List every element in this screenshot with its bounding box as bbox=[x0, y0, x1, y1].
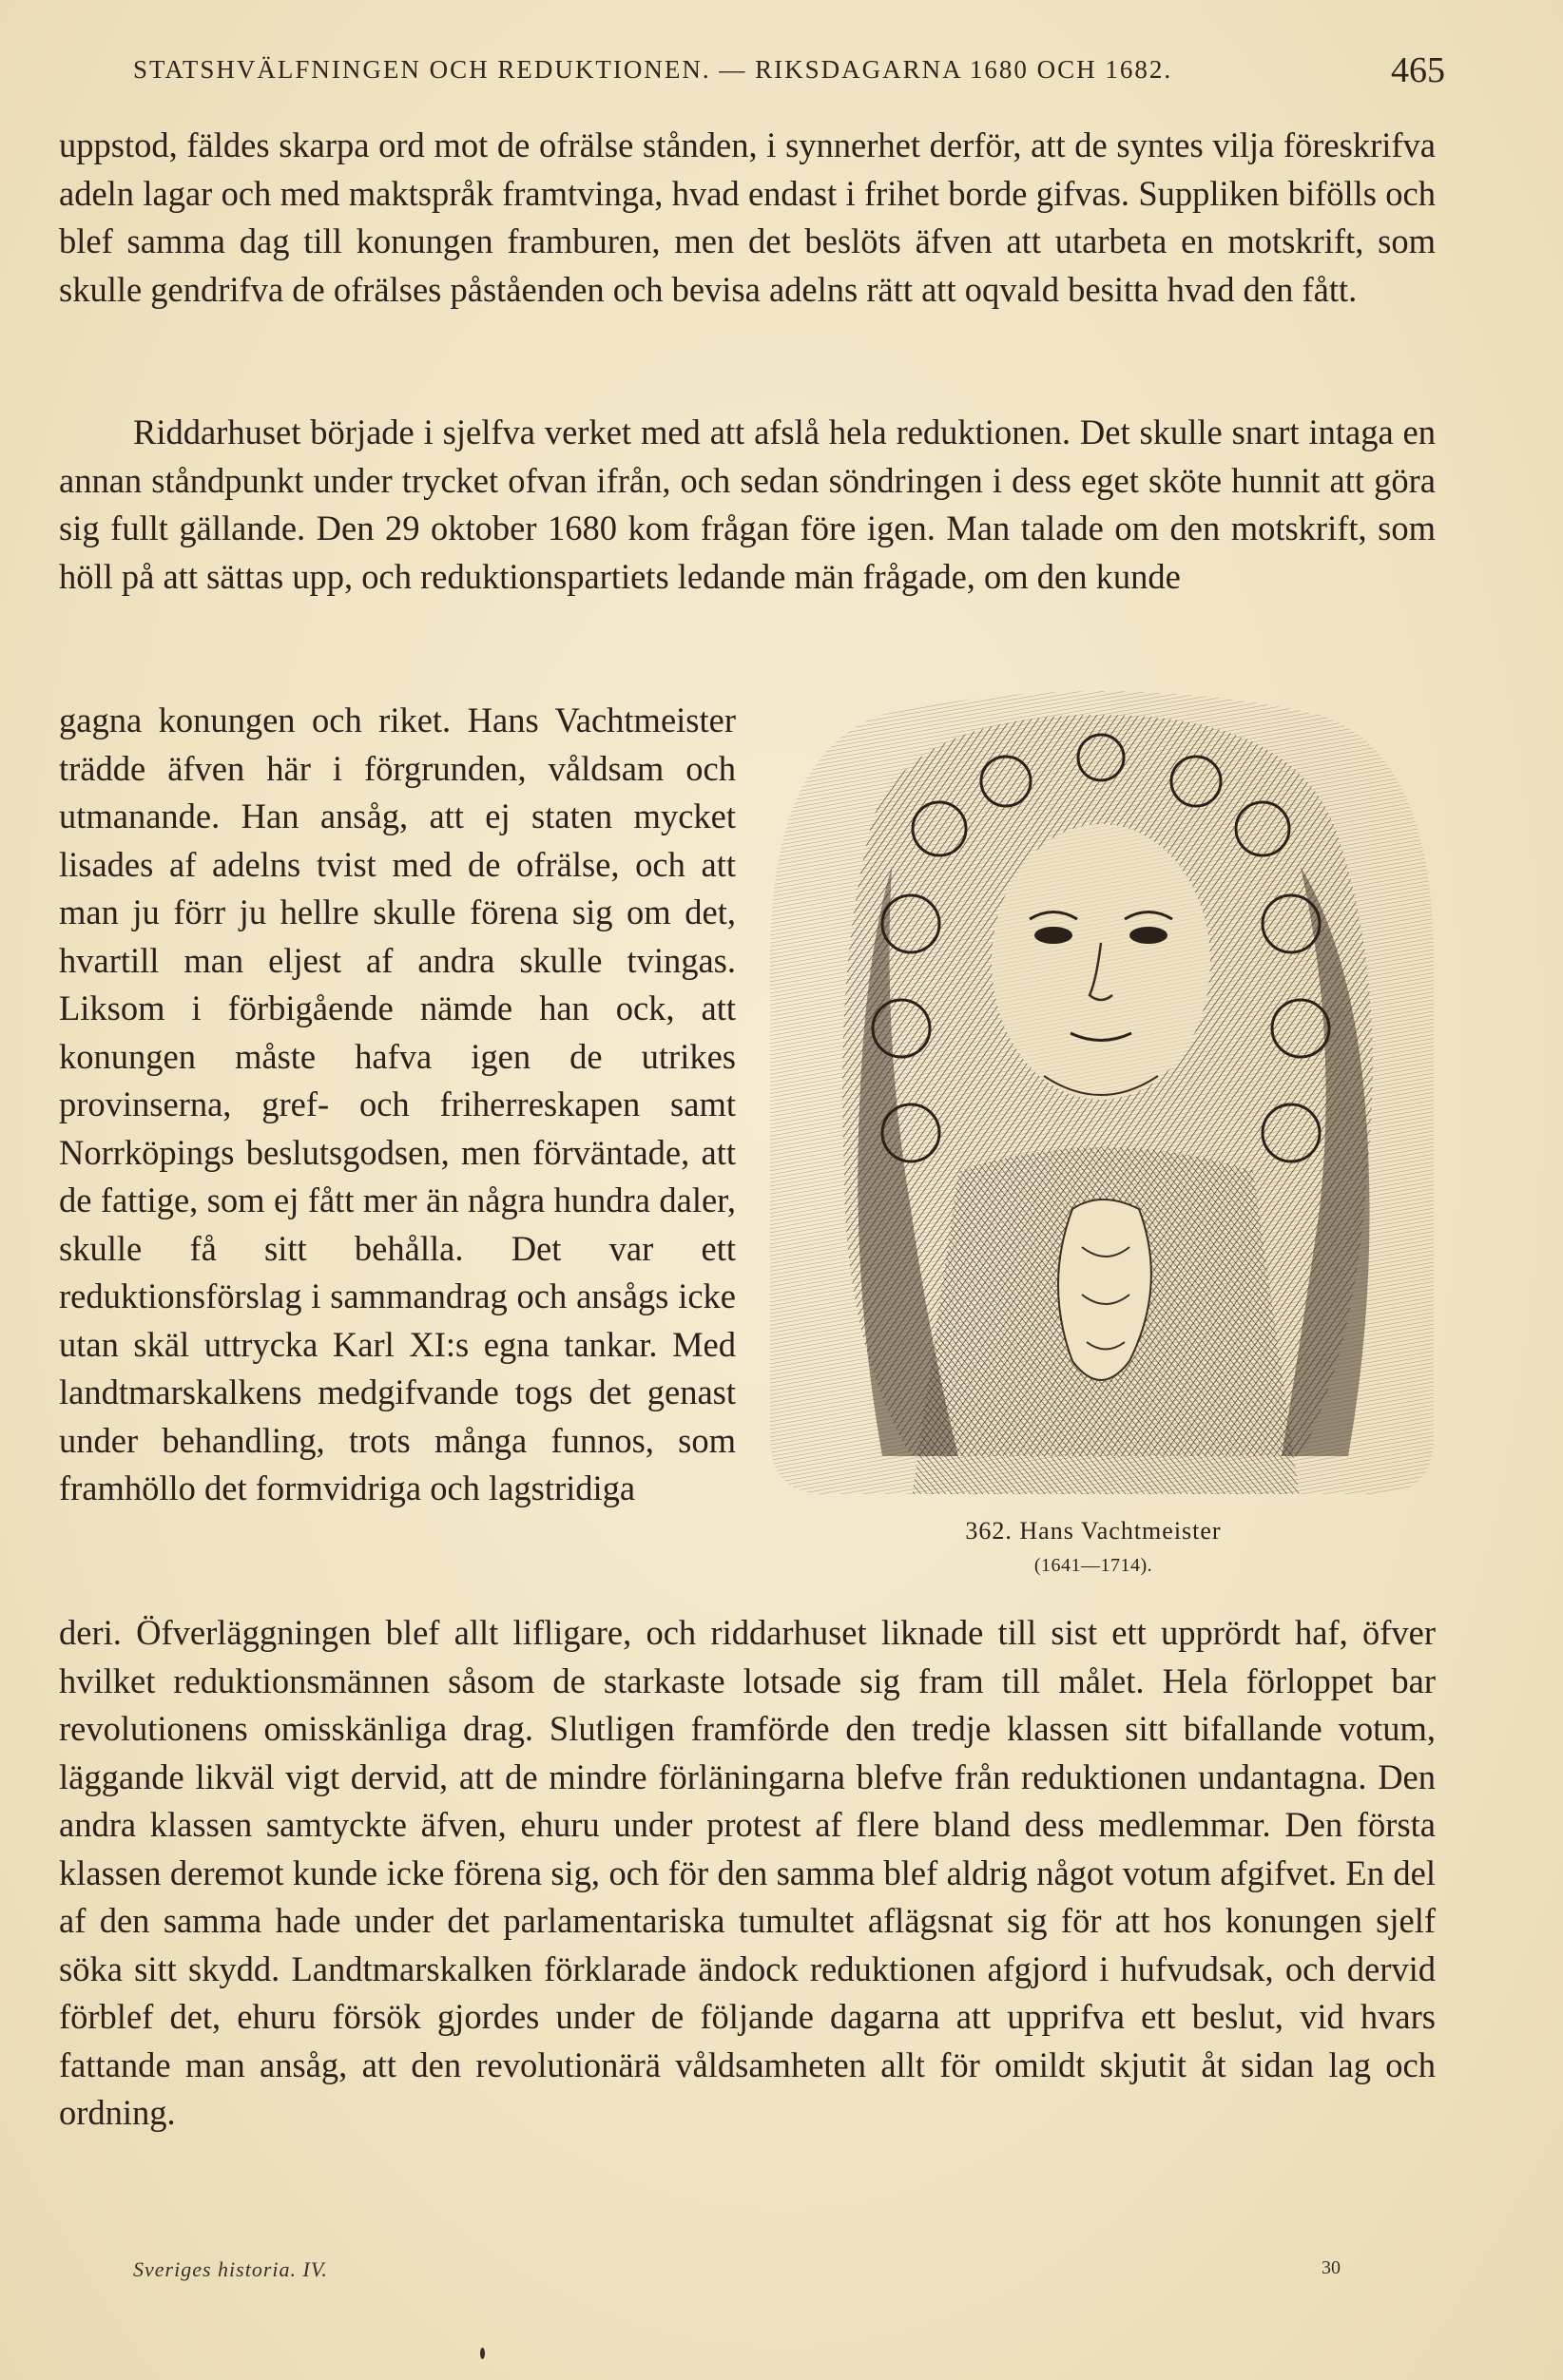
paragraph-2-continuation bbox=[59, 697, 736, 1513]
print-speck bbox=[480, 2348, 485, 2359]
paragraph-2 bbox=[59, 409, 1436, 601]
page-footer bbox=[133, 2257, 1341, 2295]
caption-years: (1641—1714). bbox=[1033, 1555, 1153, 1576]
paragraph-2-text: Riddarhuset började i sjelfva verket med att afslå hela reduktionen. Det skulle snart intaga en annan ståndpunkt under trycket ofvan ifrån, och sedan söndringen i dess eget sköte hunnit att göra sig fullt gällande. Den 29 oktober 1680 kom frågan före igen. Man talade om den motskrift, som höll på att sättas upp, och reduktionspartiets ledande män frågade, om den kunde bbox=[59, 413, 1436, 596]
paragraph-3 bbox=[59, 1609, 1436, 2138]
running-header bbox=[133, 49, 1445, 93]
page-number: 465 bbox=[1391, 50, 1445, 90]
paragraph-1 bbox=[59, 122, 1436, 314]
sheet-number: 30 bbox=[1322, 2257, 1341, 2278]
paragraph-1-text: uppstod, fäldes skarpa ord mot de ofrälse stånden, i synnerhet derför, att de syntes vilja föreskrifva adeln lagar och med maktspråk framtvinga, hvad endast i frihet borde gifvas. Suppliken bifölls och blef samma dag till konungen framburen, men det beslöts äfven att utarbeta en motskrift, som skulle gendrifva de ofrälses påståenden och bevisa adelns rätt att oqvald besitta hvad den fått. bbox=[59, 125, 1436, 309]
figure-caption bbox=[884, 1514, 1302, 1583]
portrait-engraving bbox=[768, 677, 1436, 1506]
paragraph-3-text: deri. Öfverläggningen blef allt lifligare, och riddarhuset liknade till sist ett upprördt haf, öfver hvilket reduktionsmännen såsom de starkaste lotsade sig fram till målet. Hela förloppet bar revolutionens omisskänliga drag. Slutligen framförde den tredje klassen sitt bifallande votum, läggande likväl vigt dervid, att de mindre förläningarna blefve från reduktionen undantagna. Den andra klassen samtyckte äfven, ehuru under protest af flere bland dess medlemmar. Den första klassen deremot kunde icke förena sig, och för den samma blef aldrig något votum afgifvet. En del af den samma hade under det parlamentariska tumultet aflägsnat sig för att hos konungen sjelf söka sitt skydd. Landtmarskalken förklarade ändock reduktionen afgjord i hufvudsak, och dervid förblef det, ehuru försök gjordes under de följande dagarna att upprifva ett beslut, vid hvars fattande man ansåg, att den revolutionärä våldsamheten allt för omildt skjutit åt sidan lag och ordning. bbox=[59, 1613, 1436, 2132]
running-title: STATSHVÄLFNINGEN OCH REDUKTIONEN. — RIKSDAGARNA 1680 OCH 1682. bbox=[133, 55, 1173, 84]
caption-title: 362. Hans Vachtmeister bbox=[965, 1517, 1222, 1545]
portrait-illustration bbox=[768, 677, 1436, 1506]
series-title: Sveriges historia. IV. bbox=[133, 2257, 328, 2281]
paragraph-2-continuation-text: gagna konungen och riket. Hans Vachtmeister trädde äfven här i förgrunden, våldsam och utmanande. Han ansåg, att ej staten mycket lisades af adelns tvist med de ofrälse, och att man ju förr ju hellre skulle förena sig om det, hvartill man eljest af andra skulle tvingas. Liksom i förbigående nämde han ock, att konungen måste hafva igen de utrikes provinserna, gref- och friherreskapen samt Norrköpings beslutsgodsen, men förväntade, att de fattige, som ej fått mer än några hundra daler, skulle få sitt behålla. Det var ett reduktionsförslag i sammandrag och ansågs icke utan skäl uttrycka Karl XI:s egna tankar. Med landtmarskalkens medgifvande togs det genast under behandling, trots många funnos, som framhöllo det formvidriga och lagstridiga bbox=[59, 701, 736, 1507]
